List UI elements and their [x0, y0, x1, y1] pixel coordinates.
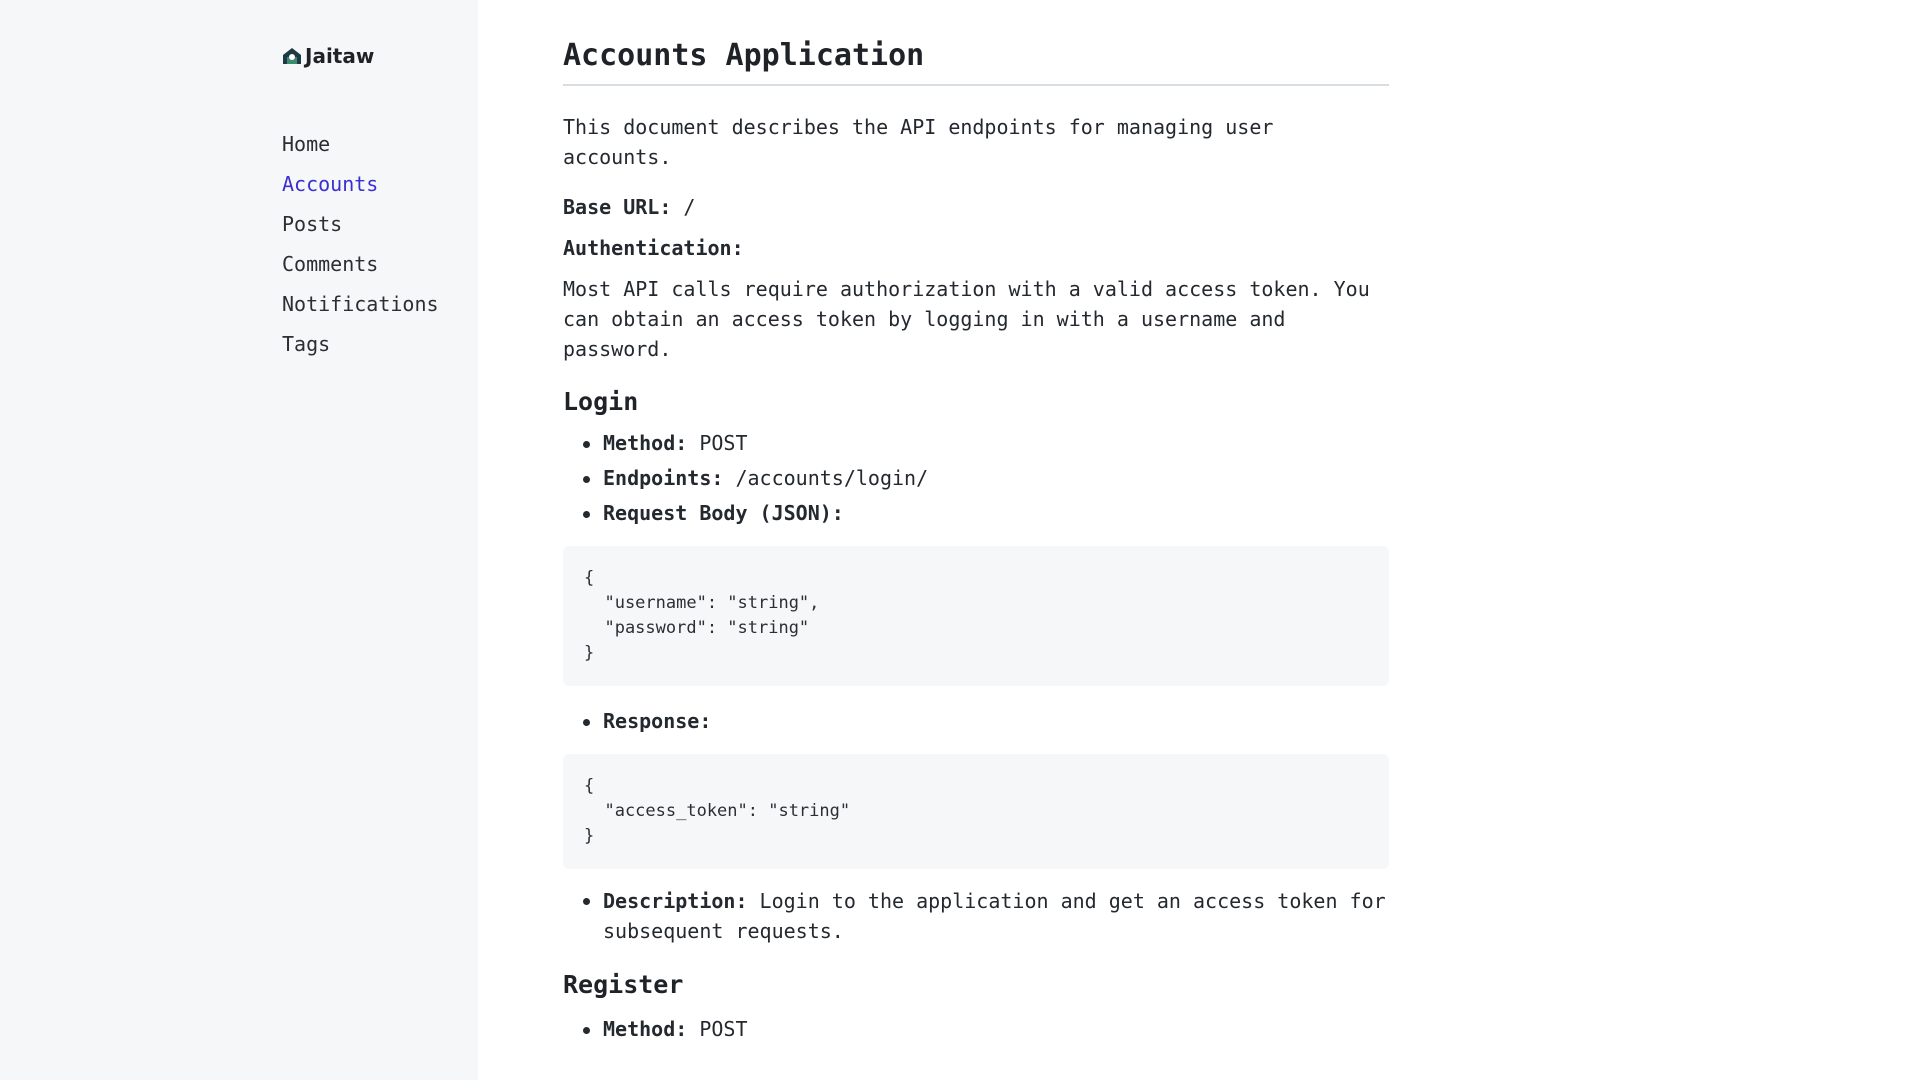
endpoint-label: Endpoints:: [603, 466, 724, 490]
auth-paragraph: Most API calls require authorization with a valid access token. You can obtain an access token by logging in with a username and password.: [563, 277, 1370, 361]
login-fields: [563, 426, 1389, 531]
register-fields: [563, 1012, 1389, 1047]
brand-name: Jaitaw: [305, 44, 375, 68]
house-icon: [282, 47, 302, 65]
register-method-value: POST: [687, 1017, 748, 1041]
list-item: [603, 704, 1389, 739]
method-label: Method:: [603, 431, 688, 455]
method-value: POST: [687, 431, 748, 455]
page-title: Accounts Application: [563, 36, 1389, 86]
request-body-code: { "username": "string", "password": "string" }: [563, 546, 1389, 686]
sidebar-item-posts[interactable]: Posts: [282, 212, 343, 236]
description-label: Description:: [603, 889, 748, 913]
brand-logo[interactable]: [282, 44, 374, 68]
list-item: [603, 461, 1389, 496]
response-code: { "access_token": "string" }: [563, 754, 1389, 869]
description-fields: [563, 886, 1389, 946]
auth-heading: [563, 233, 1389, 263]
sidebar-nav: [282, 124, 439, 364]
endpoint-value: /accounts/login/: [723, 466, 929, 490]
sidebar-item-home[interactable]: Home: [282, 132, 331, 156]
base-url-label: Base URL:: [563, 195, 672, 219]
auth-label: Authentication:: [563, 236, 744, 260]
doc-content: [563, 36, 1389, 1047]
base-url-line: [563, 192, 1389, 222]
register-method-label: Method:: [603, 1017, 688, 1041]
login-heading: Login: [563, 387, 639, 416]
intro-paragraph: This document describes the API endpoints for managing user accounts.: [563, 115, 1274, 169]
sidebar-item-comments[interactable]: Comments: [282, 252, 379, 276]
request-body-label: Request Body (JSON):: [603, 501, 844, 525]
list-item: [603, 1012, 1389, 1047]
base-url-value: /: [671, 195, 696, 219]
list-item: [603, 496, 1389, 531]
description-value: Login to the application and get an access token for subsequent requests.: [603, 889, 1386, 943]
response-label: Response:: [603, 709, 712, 733]
sidebar: [0, 0, 478, 1080]
sidebar-item-accounts[interactable]: Accounts: [282, 172, 379, 196]
response-fields: [563, 704, 1389, 739]
list-item: [603, 886, 1389, 946]
register-heading: Register: [563, 970, 684, 999]
sidebar-item-notifications[interactable]: Notifications: [282, 292, 439, 316]
list-item: [603, 426, 1389, 461]
sidebar-item-tags[interactable]: Tags: [282, 332, 331, 356]
